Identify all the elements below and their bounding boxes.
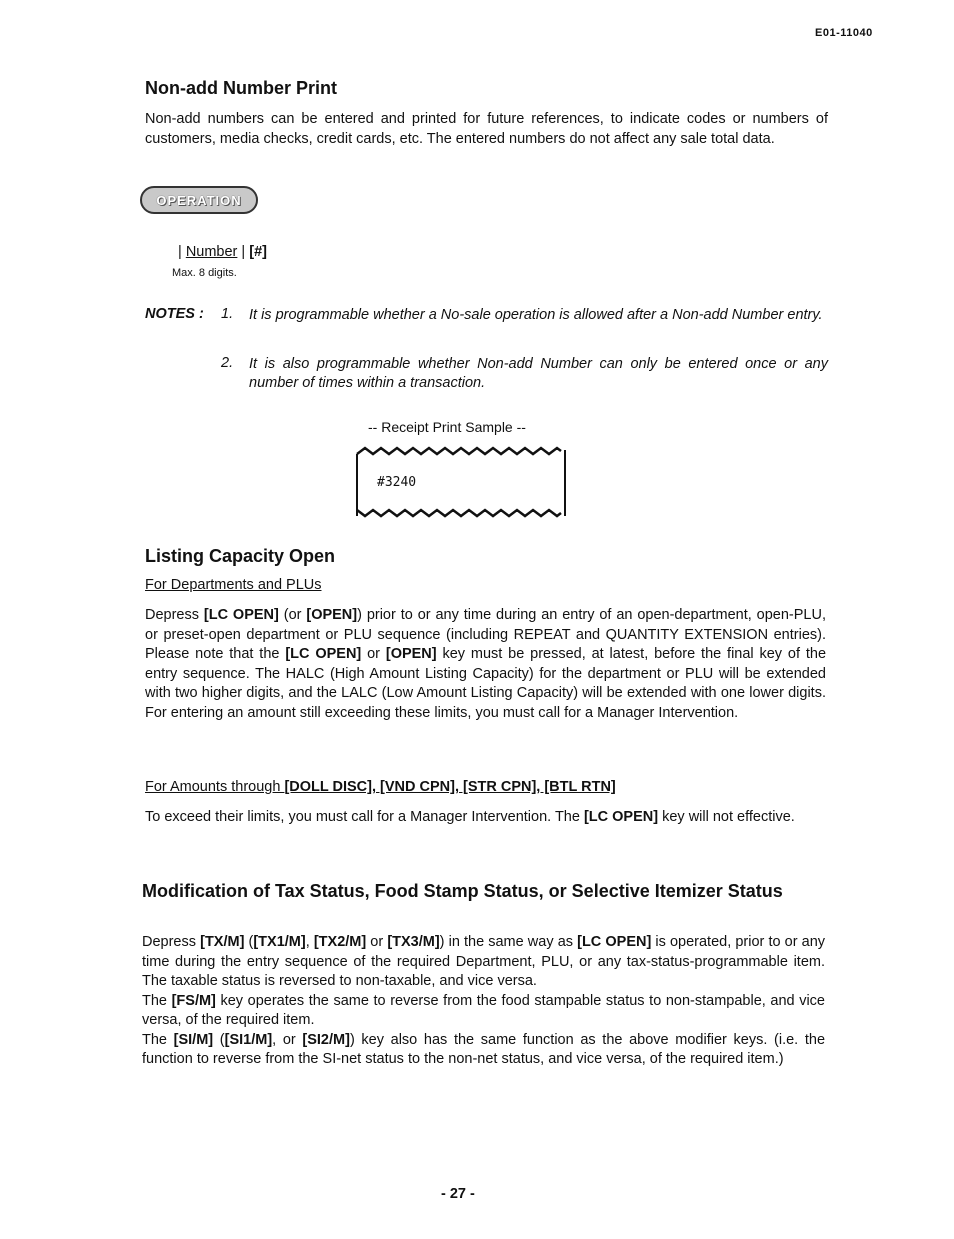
receipt-sample-text: #3240	[377, 475, 417, 490]
listing-capacity-paragraph: Depress [LC OPEN] (or [OPEN]) prior to or any time during an entry of an open-department, open-PLU, or preset-open department or PLU sequence (including REPEAT and QUANTITY EXTENSION entries). Please note that the [LC OPEN] or [OPEN] key must be pressed, at latest, before the final key of the entry sequence. The HALC (High Amount Listing Capacity) for the department or PLU will be extended with two higher digits, and the LALC (Low Amount Listing Capacity) will be extended with one lower digits. For entering an amount still exceeding these limits, you must call for a Manager Intervention.	[145, 607, 827, 721]
page-number: - 27 -	[441, 1186, 475, 1202]
receipt-caption: -- Receipt Print Sample --	[368, 419, 526, 435]
op-hash-key: [#]	[249, 244, 267, 260]
section-title-non-add: Non-add Number Print	[145, 78, 337, 98]
section-title-modification: Modification of Tax Status, Food Stamp Status, or Selective Itemizer Status	[142, 881, 783, 901]
sub-heading-amounts: For Amounts through [DOLL DISC], [VND CPN], [STR CPN], [BTL RTN]	[145, 779, 616, 795]
modification-paragraph: Depress [TX/M] ([TX1/M], [TX2/M] or [TX3/M]) in the same way as [LC OPEN] is operated, prior to or any time during the entry sequence of the required Department, PLU, or any tax-status-programmable item. The taxable status is reversed to non-taxable, and vice versa. The [FS/M] key operates the same to reverse from the food stampable status to non-stampable, and vice versa, of the required item. The [SI/M] ([SI1/M], or [SI2/M]) key also has the same function as the above modifier keys. (i.e. the function to reverse from the SI-net status to the non-net status, and vice versa, of the required item.)	[142, 934, 826, 1067]
note-1-number: 1.	[221, 306, 234, 322]
note-2-number: 2.	[221, 355, 234, 371]
amounts-paragraph: To exceed their limits, you must call for a Manager Intervention. The [LC OPEN] key will not effective.	[145, 809, 795, 825]
op-max-digits: Max. 8 digits.	[172, 267, 237, 279]
non-add-description: Non-add numbers can be entered and printed for future references, to indicate codes or numbers of customers, media checks, credit cards, etc. The entered numbers do not affect any sale total data.	[145, 111, 828, 147]
note-2-text: It is also programmable whether Non-add Number can only be entered once or any number of times within a transaction.	[249, 356, 828, 391]
op-number: Number	[185, 244, 238, 260]
notes-label: NOTES :	[145, 306, 204, 322]
sub-heading-departments-plus: For Departments and PLUs	[145, 577, 322, 593]
section-title-listing-capacity: Listing Capacity Open	[145, 546, 336, 566]
op-bar-left: |	[178, 244, 182, 260]
document-id: E01-11040	[815, 27, 873, 39]
operation-sequence	[178, 244, 267, 260]
note-1-text: It is programmable whether a No-sale operation is allowed after a Non-add Number entry.	[249, 307, 823, 323]
operation-badge: OPERATION	[140, 186, 258, 214]
op-bar-right: |	[241, 244, 246, 260]
